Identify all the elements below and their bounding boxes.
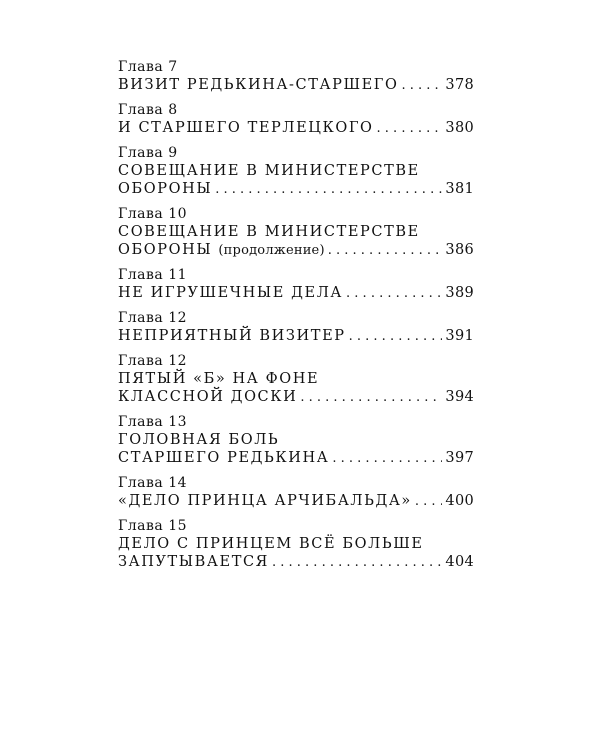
page-number: 380 xyxy=(445,120,474,136)
page-number: 400 xyxy=(445,493,474,509)
page-number: 386 xyxy=(445,242,474,258)
page-number: 397 xyxy=(445,450,474,466)
chapter-number: Глава 7 xyxy=(118,59,178,75)
page-number: 389 xyxy=(445,285,474,301)
toc-entry-chapter-11 xyxy=(118,266,474,303)
leader-dots xyxy=(300,389,442,407)
page-number: 404 xyxy=(445,554,474,570)
page-number: 394 xyxy=(445,389,474,405)
leader-dots xyxy=(328,242,443,260)
chapter-title-first-line: СОВЕЩАНИЕ В МИНИСТЕРСТВЕ xyxy=(118,224,420,240)
page-number: 391 xyxy=(445,328,474,344)
chapter-title: И СТАРШЕГО ТЕРЛЕЦКОГО xyxy=(118,120,374,136)
chapter-title-line xyxy=(118,327,474,346)
table-of-contents xyxy=(118,58,474,578)
chapter-number: Глава 14 xyxy=(118,475,188,491)
chapter-subtitle: (продолжение) xyxy=(218,243,325,258)
chapter-number: Глава 13 xyxy=(118,414,188,430)
chapter-title-line xyxy=(118,180,474,199)
toc-entry-chapter-10 xyxy=(118,205,474,260)
toc-entry-chapter-7 xyxy=(118,58,474,95)
chapter-title-first-line: СОВЕЩАНИЕ В МИНИСТЕРСТВЕ xyxy=(118,163,420,179)
toc-entry-chapter-13 xyxy=(118,413,474,468)
chapter-number: Глава 12 xyxy=(118,310,188,326)
chapter-title: КЛАССНОЙ ДОСКИ xyxy=(118,389,298,405)
chapter-title-first-line: ДЕЛО С ПРИНЦЕМ ВСЁ БОЛЬШЕ xyxy=(118,536,424,552)
chapter-number: Глава 15 xyxy=(118,518,188,534)
chapter-title: ОБОРОНЫ xyxy=(118,181,213,197)
chapter-title-line xyxy=(118,119,474,138)
chapter-title-main: ОБОРОНЫ xyxy=(118,242,213,258)
leader-dots xyxy=(401,77,442,95)
chapter-title: СТАРШЕГО РЕДЬКИНА xyxy=(118,450,330,466)
chapter-title-line xyxy=(118,553,474,572)
chapter-title: ВИЗИТ РЕДЬКИНА-СТАРШЕГО xyxy=(118,77,399,93)
leader-dots xyxy=(377,120,443,138)
chapter-title-line xyxy=(118,76,474,95)
page-number: 378 xyxy=(445,77,474,93)
leader-dots xyxy=(332,450,442,468)
chapter-title: «ДЕЛО ПРИНЦА АРЧИБАЛЬДА» xyxy=(118,493,412,509)
chapter-title-line xyxy=(118,284,474,303)
chapter-title-first-line: ГОЛОВНАЯ БОЛЬ xyxy=(118,432,280,448)
leader-dots xyxy=(349,328,443,346)
leader-dots xyxy=(272,554,442,572)
chapter-title-line xyxy=(118,388,474,407)
toc-entry-chapter-8 xyxy=(118,101,474,138)
toc-entry-chapter-9 xyxy=(118,144,474,199)
chapter-title: НЕПРИЯТНЫЙ ВИЗИТЕР xyxy=(118,328,346,344)
toc-entry-chapter-12a xyxy=(118,309,474,346)
toc-entry-chapter-15 xyxy=(118,517,474,572)
leader-dots xyxy=(415,493,443,511)
chapter-title xyxy=(118,241,325,260)
chapter-title-line xyxy=(118,449,474,468)
leader-dots xyxy=(215,181,442,199)
toc-entry-chapter-14 xyxy=(118,474,474,511)
chapter-number: Глава 10 xyxy=(118,206,188,222)
page-number: 381 xyxy=(445,181,474,197)
chapter-number: Глава 9 xyxy=(118,145,178,161)
chapter-title: ЗАПУТЫВАЕТСЯ xyxy=(118,554,269,570)
toc-entry-chapter-12b xyxy=(118,352,474,407)
chapter-number: Глава 12 xyxy=(118,353,188,369)
chapter-title-line xyxy=(118,492,474,511)
chapter-title-first-line: ПЯТЫЙ «Б» НА ФОНЕ xyxy=(118,371,320,387)
chapter-title-line xyxy=(118,241,474,260)
chapter-number: Глава 11 xyxy=(118,267,188,283)
chapter-title: НЕ ИГРУШЕЧНЫЕ ДЕЛА xyxy=(118,285,344,301)
chapter-number: Глава 8 xyxy=(118,102,178,118)
leader-dots xyxy=(346,285,442,303)
